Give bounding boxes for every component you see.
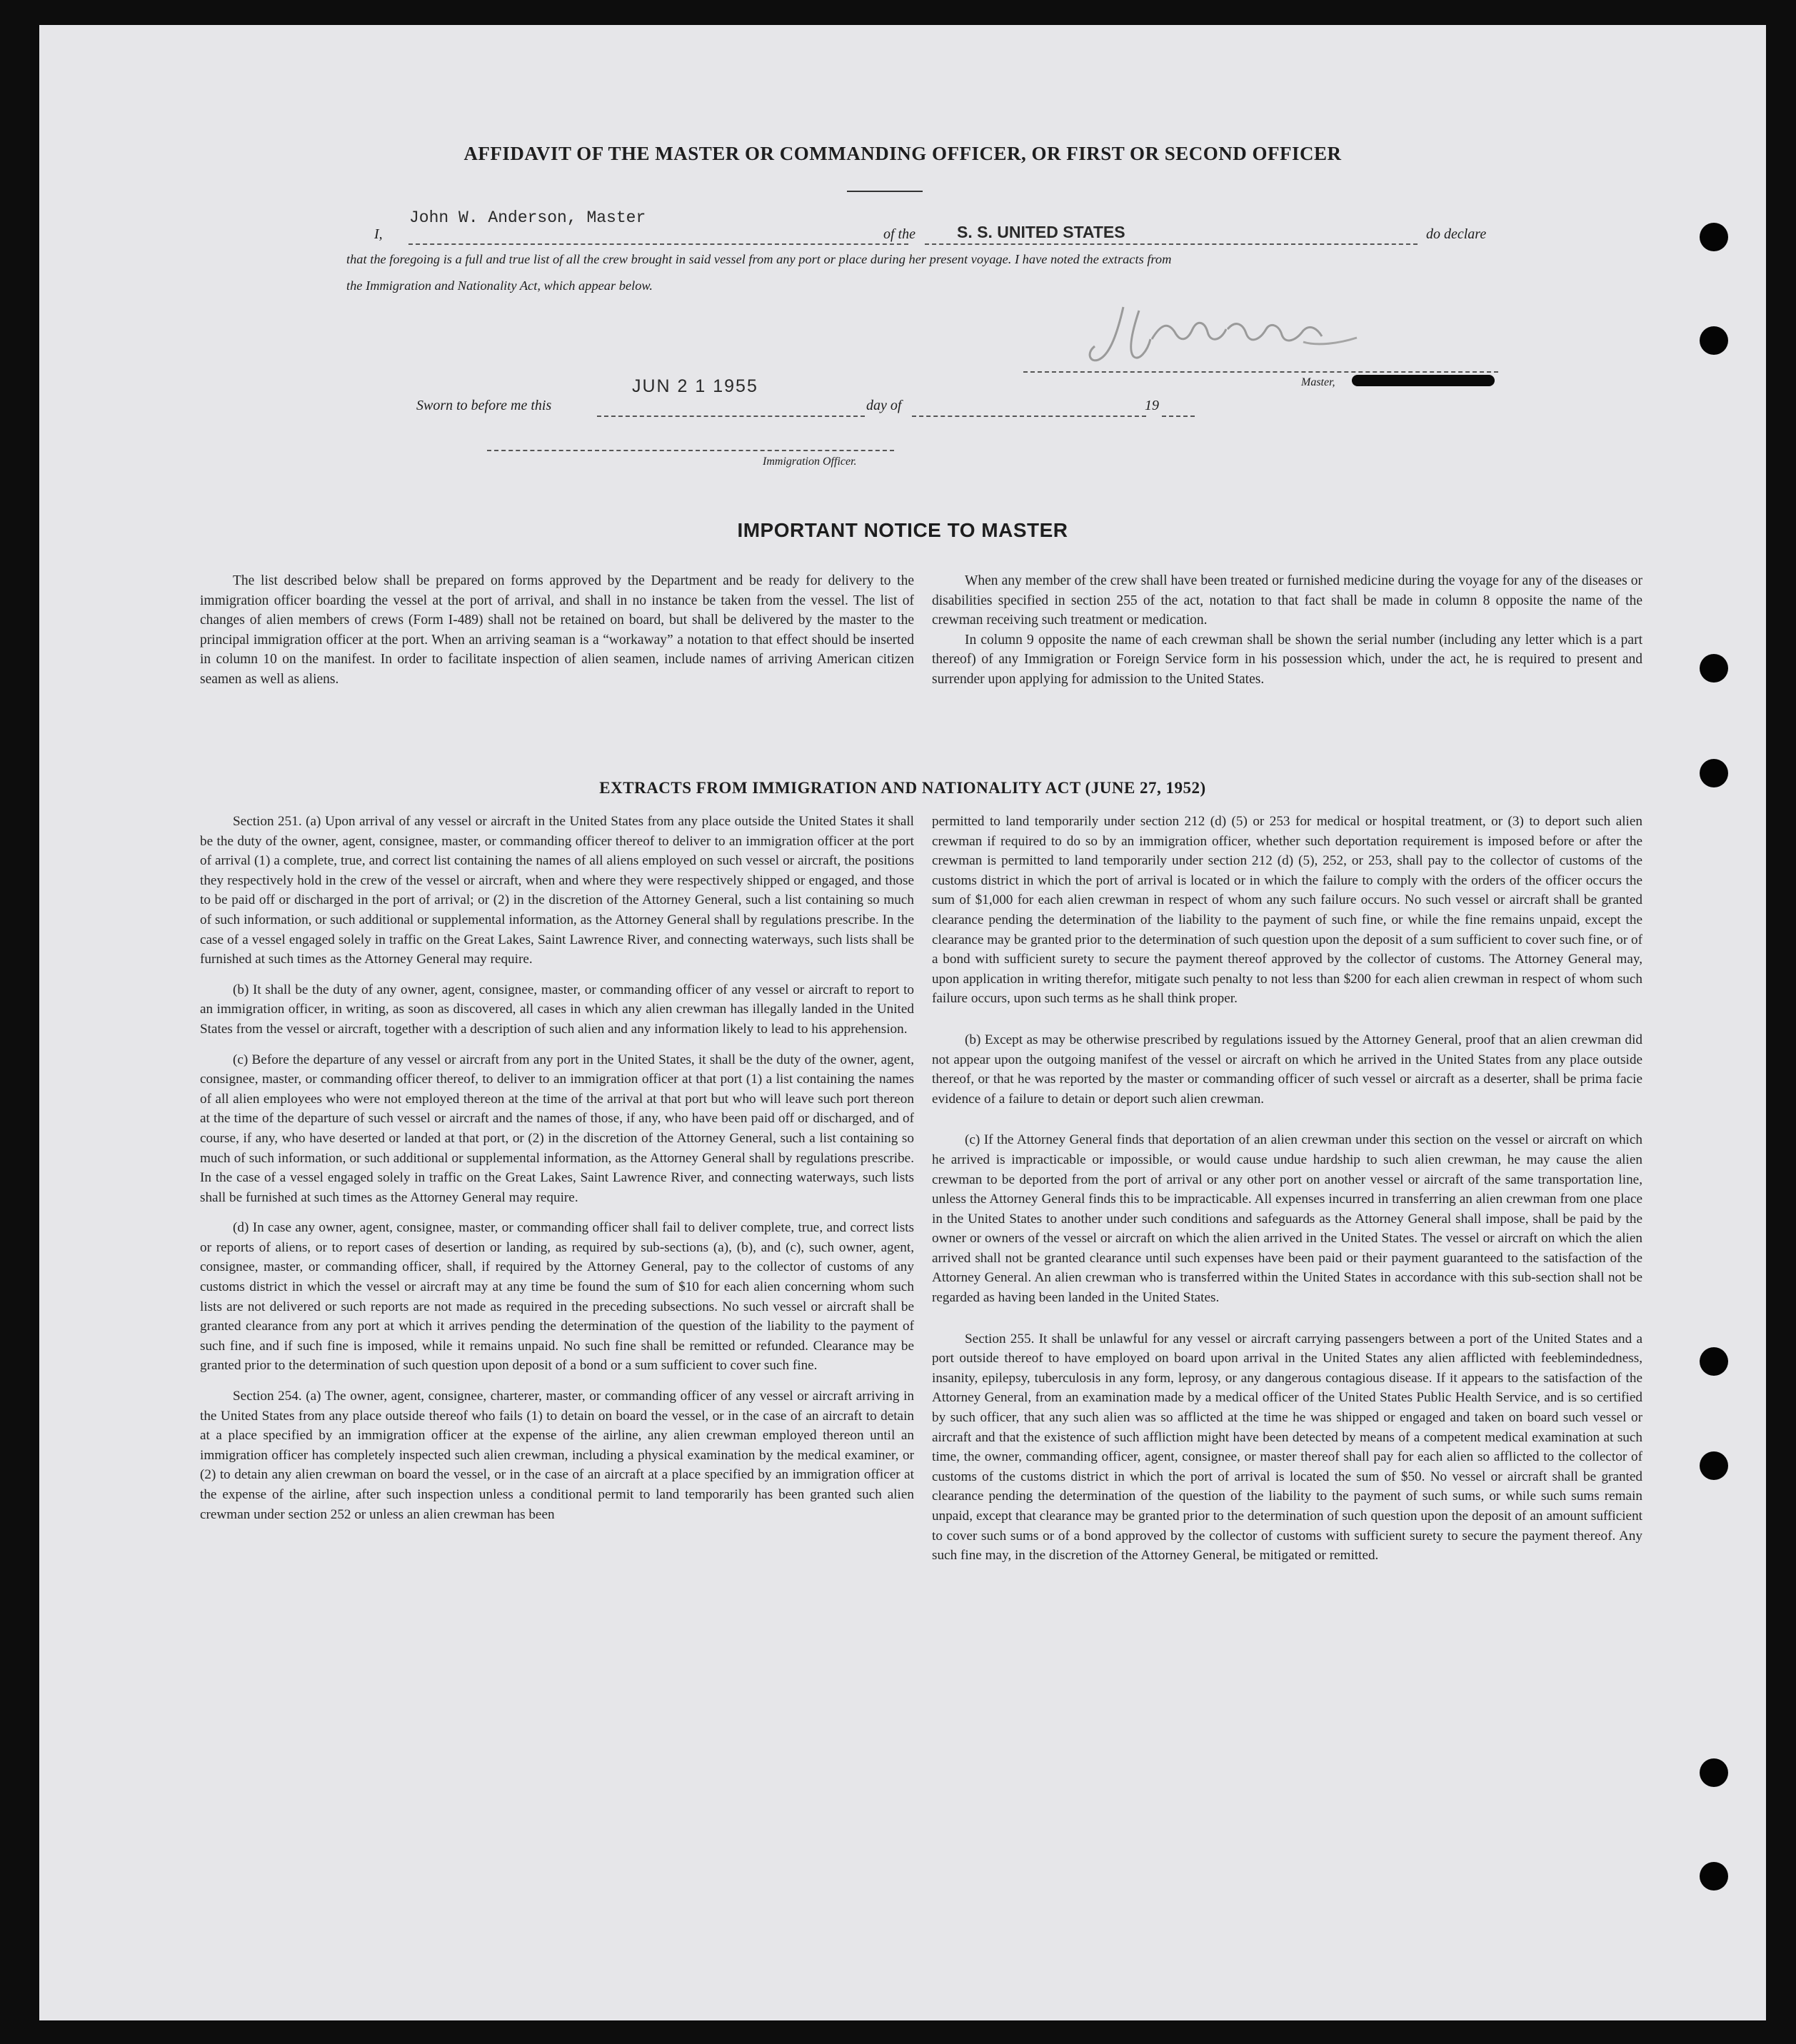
punch-hole-1 (1700, 223, 1728, 251)
title-rule (847, 191, 923, 192)
master-label: Master, (1301, 376, 1335, 388)
day-of-label: day of (866, 398, 902, 413)
declaration-line-2: the Immigration and Nationality Act, which appear below. (346, 278, 653, 293)
punch-hole-7 (1700, 1758, 1728, 1787)
punch-hole-3 (1700, 654, 1728, 683)
notice-left-column (200, 571, 914, 690)
notice-right-column (932, 571, 1642, 690)
notice-right-paragraph-1: When any member of the crew shall have been treated or furnished medicine during the voyage for any of the diseases or disabilities specified in section 255 of the act, notation to that fact shall be made in column 8 opposite the name of the crewman receiving such treatment or medication. (932, 573, 1642, 628)
of-the-label: of the (883, 226, 915, 242)
punch-hole-6 (1700, 1451, 1728, 1480)
year-prefix: 19 (1145, 398, 1159, 413)
section-251-a: Section 251. (a) Upon arrival of any vessel or aircraft in the United States from any place outside the United States it shall be the duty of the owner, agent, consignee, master, or commanding officer thereof to deliver to an immigration officer at the port of arrival (1) a complete, true, and correct list containing the names of all aliens employed on such vessel or aircraft, the positions they respectively hold in the crew of the vessel or aircraft, when and where they were respectively shipped or engaged, and those to be paid off or discharged in the port of arrival; or (2) in the discretion of the Attorney General, such a list containing so much of such information, or such additional or supplemental information, as the Attorney General shall by regulations prescribe. In the case of a vessel engaged solely in traffic on the Great Lakes, Saint Lawrence River, and connecting waterways, such lists shall be furnished at such times as the Attorney General may require. (200, 814, 914, 967)
extracts-title: EXTRACTS FROM IMMIGRATION AND NATIONALITY ACT (JUNE 27, 1952) (599, 779, 1206, 797)
extracts-right-column (932, 812, 1642, 1566)
sworn-before-label: Sworn to before me this (416, 398, 552, 413)
section-254-b: (b) Except as may be otherwise prescribed by regulations issued by the Attorney General, proof that an alien crewman did not appear upon the outgoing manifest of the vessel or aircraft on which he arrived in the United States from any place outside thereof, or that he was reported by the master or commanding officer of such vessel or aircraft as a deserter, shall be prima facie evidence of a failure to detain or deport such alien crewman. (932, 1032, 1642, 1107)
declaration-line-1: that the foregoing is a full and true list of all the crew brought in said vessel from any port or place during her present voyage. I have noted the extracts from (346, 252, 1172, 266)
section-251-b: (b) It shall be the duty of any owner, agent, consignee, master, or commanding officer of any vessel or aircraft to report to an immigration officer, in writing, as soon as discovered, all cases in which any alien crewman has illegally landed in the United States from the vessel or aircraft, together with a description of such alien and any information likely to lead to his apprehension. (200, 982, 914, 1037)
redacted-title (1352, 375, 1495, 386)
year-line (1162, 416, 1195, 417)
notice-title: IMPORTANT NOTICE TO MASTER (737, 519, 1068, 541)
extracts-left-column (200, 812, 914, 1524)
master-name-line (408, 243, 908, 245)
immigration-officer-label: Immigration Officer. (763, 455, 857, 468)
section-254-a: Section 254. (a) The owner, agent, consignee, charterer, master, or commanding officer of any vessel or aircraft arriving in the United States from any place outside thereof who fails (1) to detain on board the vessel, or in the case of an aircraft to detain at a place specified by an immigration officer at the expense of the airline, any alien crewman employed thereon until an immigration officer has completely inspected such alien crewman, including a physical examination by the medical examiner, or (2) to detain any alien crewman on board the vessel, or in the case of an aircraft at a place specified by an immigration officer at the expense of the airline, after such inspection unless a conditional permit to land temporarily has been granted such alien crewman under section 252 or unless an alien crewman has been (200, 1389, 914, 1522)
do-declare-label: do declare (1426, 226, 1487, 242)
vessel-name: S. S. UNITED STATES (957, 223, 1125, 241)
affidavit-title: AFFIDAVIT OF THE MASTER OR COMMANDING OFFICER, OR FIRST OR SECOND OFFICER (463, 143, 1342, 164)
punch-hole-2 (1700, 326, 1728, 355)
section-254-a-continued: permitted to land temporarily under section 212 (d) (5) or 253 for medical or hospital treatment, or (3) to deport such alien crewman if required to do so by an immigration officer, whether such deportation requirement is imposed before or after the crewman is permitted to land temporarily under section 212 (d) (5), 252, or 253, shall pay to the collector of customs of the customs district in which the port of arrival is located or in which the failure to comply with the orders of the officer occurs the sum of $1,000 for each alien crewman in respect of whom any such failure occurs. No such vessel or aircraft shall be granted clearance pending the determination of the liability to the payment of such fine, or while the fine remains unpaid, except the clearance may be granted prior to the determination of such question upon the deposit of a sum sufficient to cover such fine, or of a bond with sufficient surety to secure the payment thereof approved by the collector of customs. The Attorney General may, upon application in writing therefor, mitigate such penalty to not less than $200 for each alien crewman in respect of whom such failure occurs, upon such terms as he shall think proper. (932, 814, 1642, 1007)
i-prefix: I, (374, 226, 383, 242)
month-line (912, 416, 1146, 417)
master-name: John W. Anderson, Master (409, 208, 646, 227)
vessel-name-line (925, 243, 1418, 245)
section-254-c: (c) If the Attorney General finds that deportation of an alien crewman under this section on the vessel or aircraft on which he arrived is impracticable or impossible, or would cause undue hardship to such alien crewman, he may cause the alien crewman to be deported from the port of arrival or any other port on another vessel or aircraft of the same transportation line, unless the Attorney General finds this to be impracticable. All expenses incurred in transferring an alien crewman from one place in the United States to another under such conditions and safeguards as the Attorney General shall impose, shall be paid by the owner or owners of the vessel or aircraft on which the alien arrived in the United States. The vessel or aircraft on which the alien arrived shall not be granted clearance until such expenses have been paid or their payment guaranteed to the satisfaction of the Attorney General. An alien crewman who is transferred within the United States in accordance with this sub-section shall not be regarded as having been landed in the United States. (932, 1132, 1642, 1306)
notice-left-paragraph: The list described below shall be prepared on forms approved by the Department and be ready for delivery to the immigration officer boarding the vessel at the port of arrival, and shall in no instance be taken from the vessel. The list of changes of alien members of crews (Form I-489) shall not be retained on board, but shall be delivered by the master to the principal immigration officer at the port. When an arriving seaman is a “workaway” a notation to that effect should be inserted in column 10 on the manifest. In order to facilitate inspection of alien seamen, include names of arriving American citizen seamen as well as aliens. (200, 573, 914, 687)
document-page (39, 25, 1766, 2020)
notice-right-paragraph-2: In column 9 opposite the name of each crewman shall be shown the serial number (including any letter which is a part thereof) of any Immigration or Foreign Service form in his possession which, under the act, he is required to present and surrender upon applying for admission to the United States. (932, 632, 1642, 687)
master-signature (1068, 282, 1368, 382)
immigration-officer-line (487, 450, 894, 451)
sworn-date-stamp: JUN 2 1 1955 (632, 376, 758, 396)
punch-hole-8 (1700, 1862, 1728, 1891)
section-255: Section 255. It shall be unlawful for any vessel or aircraft carrying passengers between a port of the United States and a port outside thereof to have employed on board upon arrival in the United States any alien afflicted with feeblemindedness, insanity, epilepsy, tuberculosis in any form, leprosy, or any dangerous contagious disease. If it appears to the satisfaction of the Attorney General, from an examination made by a medical officer of the United States Public Health Service, and is so certified by such officer, that any such alien was so afflicted at the time he was shipped or engaged and taken on board such vessel or aircraft and that the existence of such affliction might have been detected by means of a competent medical examination at such time, the owner, commanding officer, agent, consignee, or master thereof shall pay for each alien so afflicted to the collector of customs of the customs district in which the port of arrival is located the sum of $50. No vessel or aircraft shall be granted clearance pending the determination of the question of the liability to the payment of such sums, or while such sums remain unpaid, except that clearance may be granted prior to the determination of such question upon the deposit of an amount sufficient to cover such sums or of a bond approved by the collector of customs with sufficient surety to secure the payment thereof. Any such fine may, in the discretion of the Attorney General, be mitigated or remitted. (932, 1331, 1642, 1564)
master-signature-line (1023, 371, 1498, 373)
sworn-date-line (597, 416, 865, 417)
section-251-c: (c) Before the departure of any vessel or aircraft from any port in the United States, it shall be the duty of the owner, agent, consignee, master, or commanding officer thereof, to deliver to an immigration officer at that port (1) a list containing the names of all alien employees who were not employed thereon at the time of the arrival at that port but who will leave such port thereon at the time of the departure of such vessel or aircraft and the names of those, if any, who have been paid off or discharged, and of course, if any, who have deserted or landed at that port, or (2) in the discretion of the Attorney General, such a list containing so much of such information, or such additional or supplemental information, as the Attorney General shall by regulations prescribe. In the case of a vessel engaged solely in traffic on the Great Lakes, Saint Lawrence River, and connecting waterways, such lists shall be furnished at such times as the Attorney General may require. (200, 1052, 914, 1205)
section-251-d: (d) In case any owner, agent, consignee, master, or commanding officer shall fail to deliver complete, true, and correct lists or reports of aliens, or to report cases of desertion or landing, as required by sub-sections (a), (b), and (c), such owner, agent, consignee, master, or commanding officer, shall, if required by the Attorney General, pay to the collector of customs of any customs district in which the vessel or aircraft may at any time be found the sum of $10 for each alien concerning whom such lists are not delivered or such reports are not made as required in the preceding subsections. No such vessel or aircraft shall be granted clearance from any port at which it arrives pending the determination of the question of the liability to the payment of such fine, and if such fine is imposed, while it remains unpaid. No such fine shall be remitted or refunded. Clearance may be granted prior to the determination of such question upon deposit of a bond or a sum sufficient to cover such fine. (200, 1220, 914, 1374)
punch-hole-5 (1700, 1347, 1728, 1376)
